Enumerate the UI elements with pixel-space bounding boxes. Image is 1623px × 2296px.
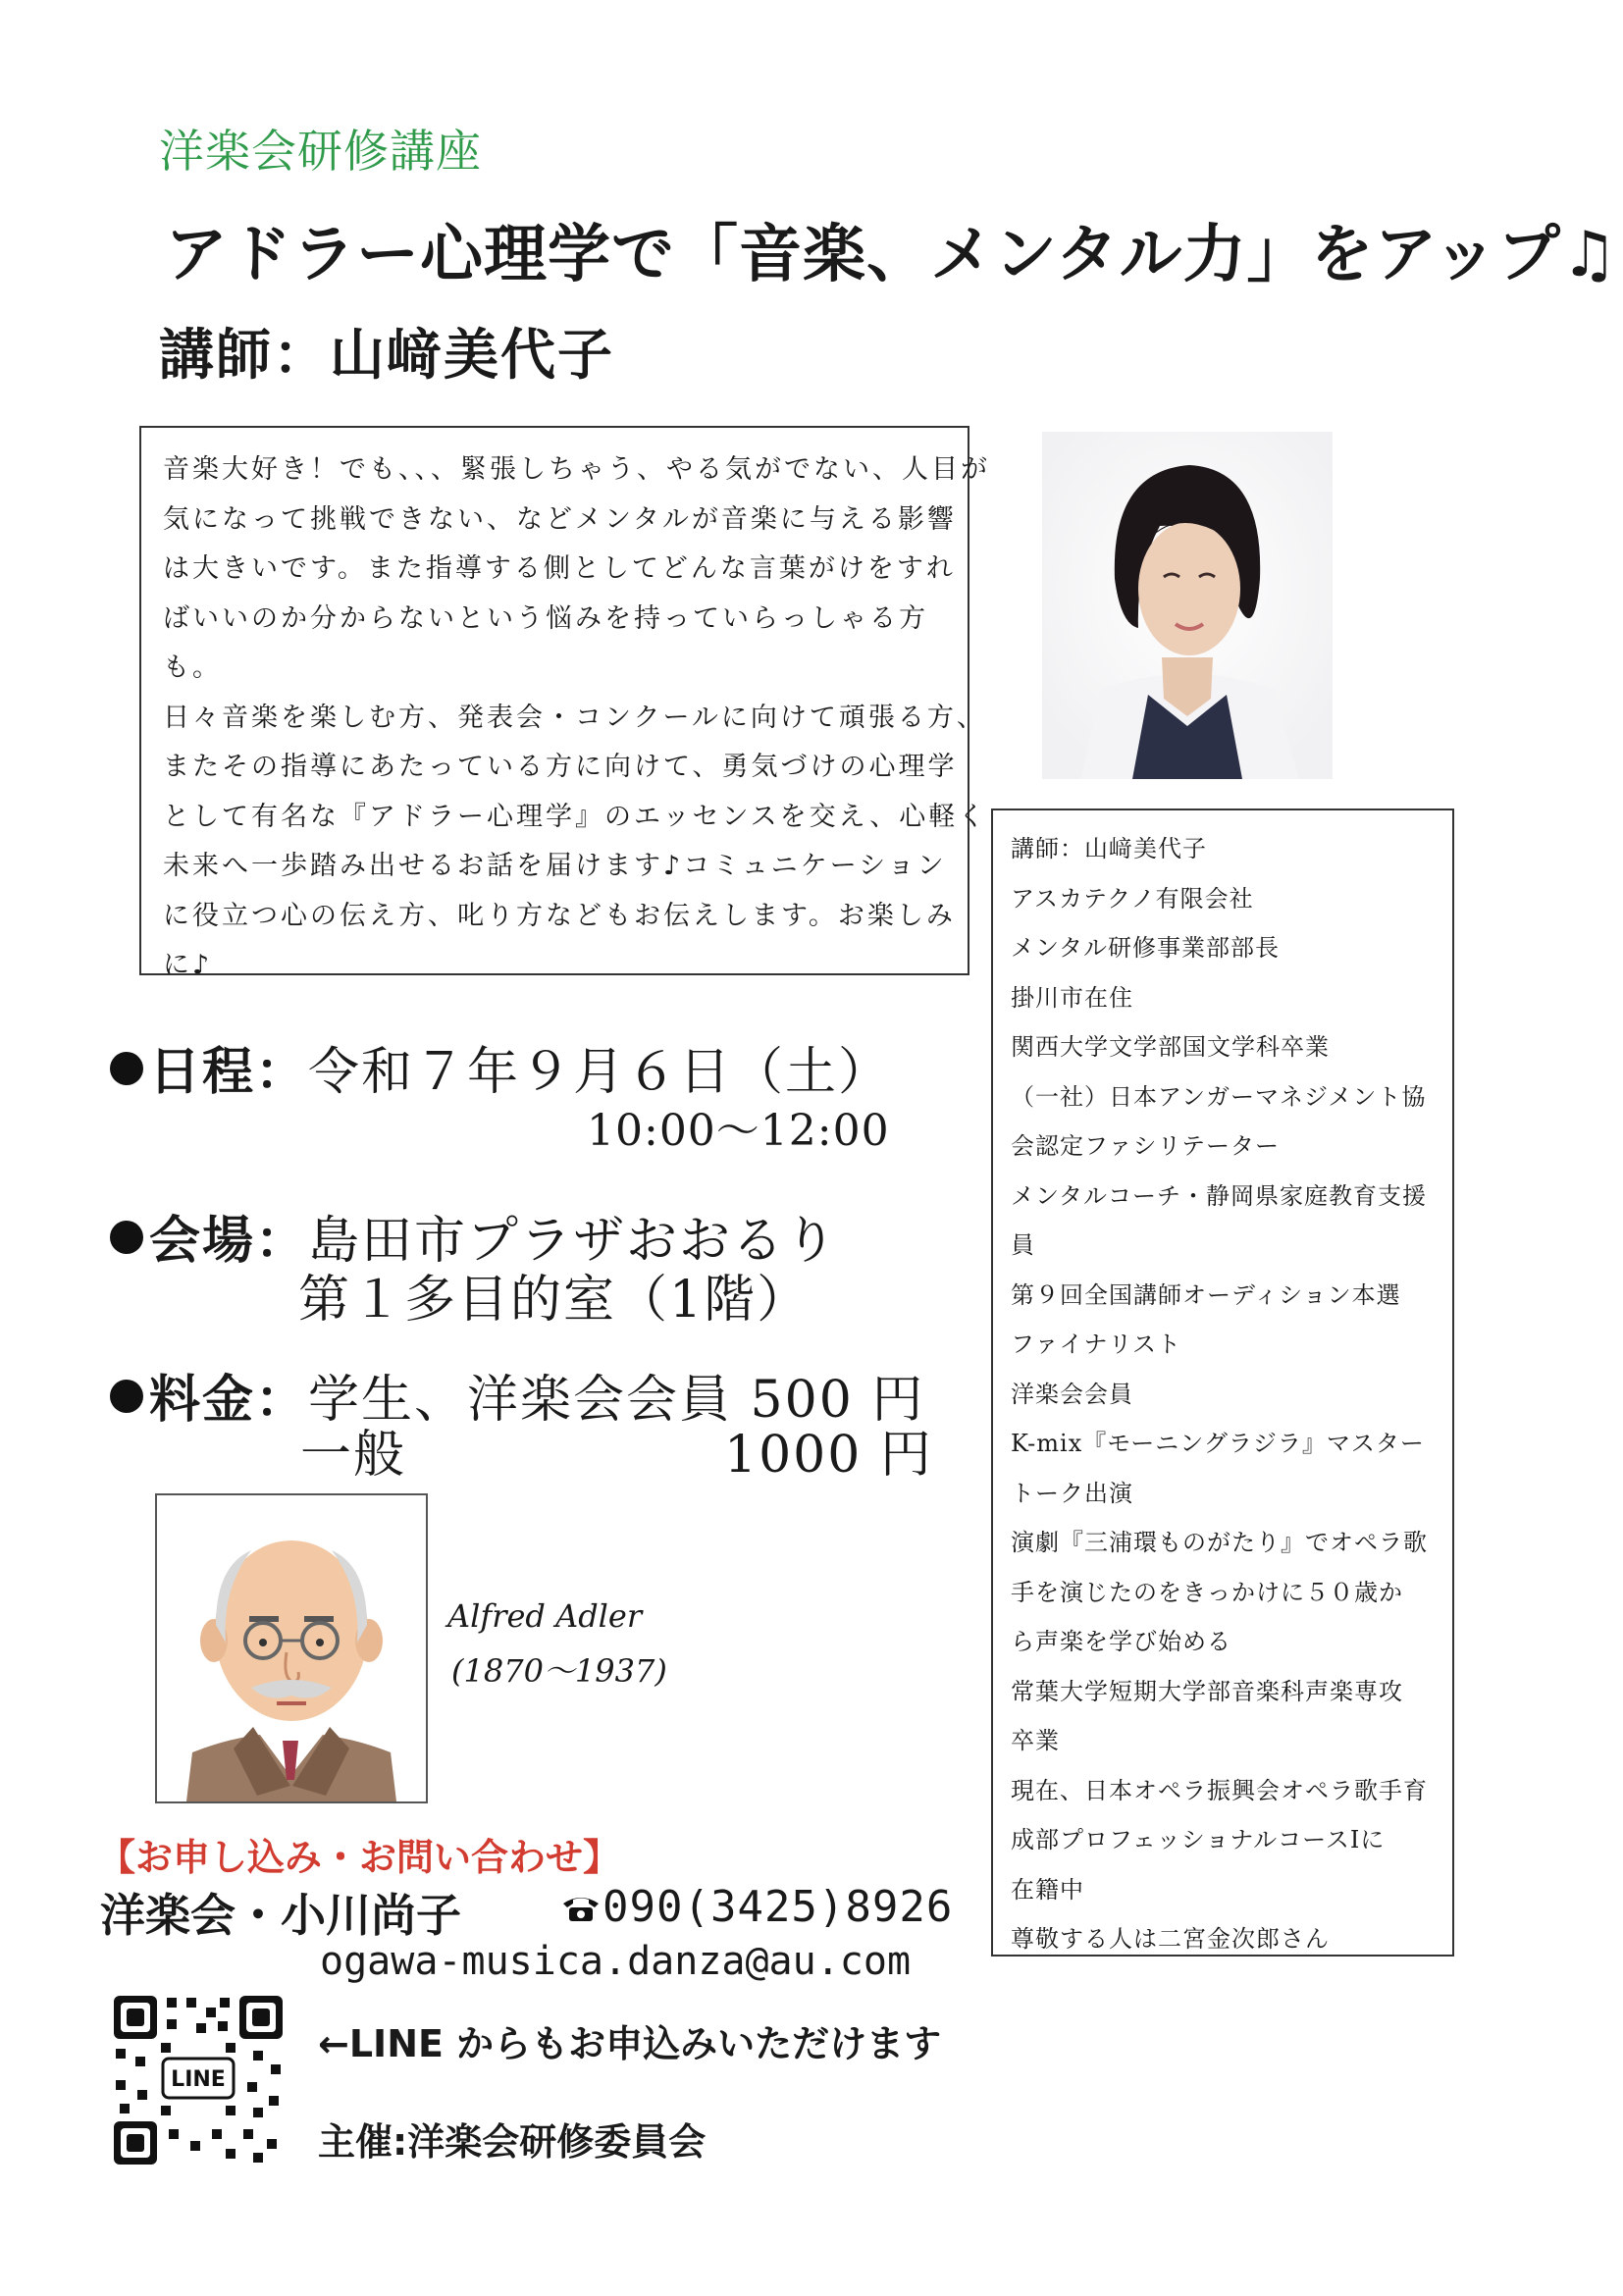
qr-code-graphic	[110, 1992, 287, 2168]
lecturer-heading: 講師：山﨑美代子	[159, 323, 614, 388]
profile-line: アスカテクノ有限会社	[1011, 884, 1254, 913]
profile-line: ら声楽を学び始める	[1011, 1628, 1231, 1655]
fee-label: 料金：	[149, 1370, 309, 1430]
profile-line: 尊敬する人は二宮金次郎さん	[1011, 1925, 1330, 1953]
contact-phone[interactable]: 090(3425)8926	[602, 1882, 954, 1932]
profile-line: 在籍中	[1011, 1875, 1084, 1904]
adler-years: (1870～1937)	[451, 1652, 667, 1690]
profile-line: メンタルコーチ・静岡県家庭教育支援	[1011, 1181, 1428, 1210]
phone-icon	[561, 1894, 601, 1923]
profile-line: 成部プロフェッショナルコースⅠに	[1011, 1826, 1386, 1853]
fee-general: 一般 1000 円	[300, 1426, 933, 1485]
qr-line-label: LINE	[171, 2067, 226, 2092]
intro-line: も。	[163, 652, 222, 683]
profile-line: 講師：山﨑美代子	[1011, 835, 1207, 862]
bullet-icon	[110, 1380, 143, 1413]
schedule-date: 令和７年９月６日（土）	[308, 1043, 892, 1102]
profile-line: K-mix『モーニングラジラ』マスター	[1011, 1430, 1425, 1457]
page-title: アドラー心理学で「音楽、メンタル力」をアップ♫	[165, 218, 1619, 291]
profile-line: 第９回全国講師オーディション本選	[1011, 1280, 1401, 1309]
venue-name: 島田市プラザおおるり	[308, 1212, 839, 1271]
profile-box	[991, 809, 1454, 1957]
profile-line: 関西大学文学部国文学科卒業	[1011, 1033, 1330, 1061]
organizer: 主催:洋楽会研修委員会	[318, 2120, 707, 2164]
venue-label: 会場：	[149, 1211, 309, 1271]
schedule-time: 10:00～12:00	[587, 1106, 890, 1156]
line-note: ←LINE からもお申込みいただけます	[318, 2022, 942, 2065]
intro-line: 日々音楽を楽しむ方、発表会・コンクールに向けて頑張る方、	[163, 702, 986, 733]
fee-member: 学生、洋楽会会員 500 円	[308, 1371, 925, 1430]
profile-line: 現在、日本オペラ振興会オペラ歌手育	[1011, 1776, 1428, 1804]
contact-heading: 【お申し込み・お問い合わせ】	[98, 1836, 621, 1879]
adler-illustration-frame	[155, 1493, 428, 1803]
profile-line: 員	[1011, 1231, 1035, 1259]
intro-line: またその指導にあたっている方に向けて、勇気づけの心理学	[163, 752, 958, 782]
schedule-row	[110, 1030, 891, 1104]
profile-line: 洋楽会会員	[1011, 1380, 1133, 1408]
profile-line: 掛川市在住	[1011, 983, 1133, 1012]
bullet-icon	[110, 1221, 143, 1254]
adler-name: Alfred Adler	[447, 1597, 643, 1635]
intro-line: は大きいです。また指導する側としてどんな言葉がけをすれ	[163, 553, 956, 584]
qr-code-icon[interactable]	[110, 1992, 287, 2168]
series-title: 洋楽会研修講座	[159, 125, 482, 178]
bullet-icon	[110, 1052, 143, 1085]
intro-line: 未来へ一歩踏み出せるお話を届けます♪コミュニケーション	[163, 851, 947, 881]
profile-line: トーク出演	[1011, 1479, 1133, 1507]
profile-line: メンタル研修事業部部長	[1011, 934, 1281, 962]
profile-line: 常葉大学短期大学部音楽科声楽専攻	[1011, 1677, 1403, 1705]
intro-line: として有名な『アドラー心理学』のエッセンスを交え、心軽く	[163, 801, 988, 832]
intro-box	[139, 426, 990, 980]
intro-line: 音楽大好き！でも、、、緊張しちゃう、やる気がでない、人目が	[163, 454, 990, 485]
intro-line: に役立つ心の伝え方、叱り方などもお伝えします。お楽しみ	[163, 900, 956, 931]
lecturer-portrait	[1042, 432, 1333, 779]
profile-line: 手を演じたのをきっかけに５０歳か	[1011, 1578, 1403, 1606]
venue-room: 第１多目的室（1階）	[298, 1271, 811, 1330]
profile-line: 卒業	[1011, 1727, 1060, 1754]
profile-line: ファイナリスト	[1011, 1331, 1182, 1358]
schedule-label: 日程：	[149, 1042, 309, 1102]
adler-illustration	[157, 1495, 426, 1801]
profile-line: （一社）日本アンガーマネジメント協	[1011, 1082, 1427, 1111]
contact-email[interactable]: ogawa-musica.danza@au.com	[320, 1939, 912, 1984]
contact-name: 洋楽会・小川尚子	[100, 1889, 461, 1942]
intro-line: 気になって挑戦できない、などメンタルが音楽に与える影響	[163, 503, 957, 535]
intro-line: に♪	[163, 950, 213, 980]
profile-line: 会認定ファシリテーター	[1011, 1132, 1281, 1160]
intro-line: ばいいのか分からないという悩みを持っていらっしゃる方	[163, 602, 928, 634]
profile-line: 演劇『三浦環ものがたり』でオペラ歌	[1011, 1529, 1428, 1556]
